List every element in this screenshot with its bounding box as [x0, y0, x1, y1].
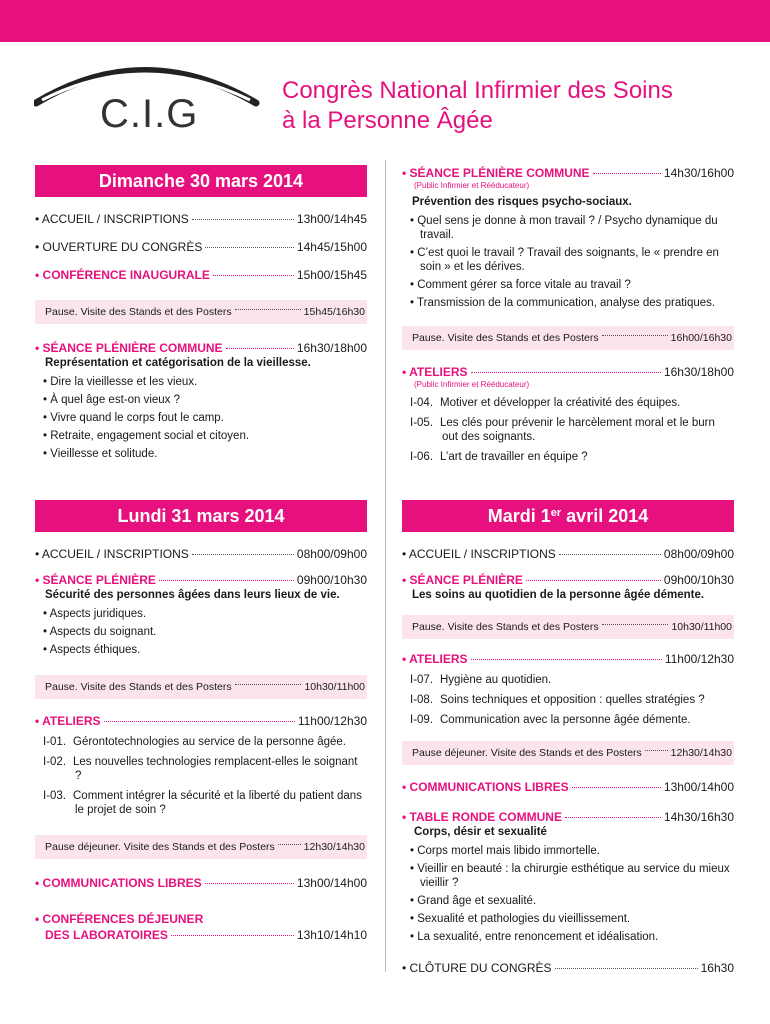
monday-section — [35, 500, 367, 943]
atelier-code: I-08. — [410, 694, 434, 706]
list-item: • Sexualité et pathologies du vieillissement. — [402, 912, 734, 926]
sunday-ouverture: • OUVERTURE DU CONGRÈS 14h45/15h00 — [35, 240, 367, 254]
list-item: • Aspects juridiques. — [35, 607, 367, 621]
list-item: • Comment gérer sa force vitale au travail ? — [402, 278, 734, 292]
atelier-code: I-03. — [43, 790, 67, 802]
sunday-ateliers: • ATELIERS 16h30/18h00 — [402, 365, 734, 379]
atelier-code: I-04. — [410, 397, 434, 409]
sunday-header: Dimanche 30 mars 2014 — [35, 165, 367, 197]
sunday-pleniere-2: • SÉANCE PLÉNIÈRE COMMUNE 14h30/16h00 — [402, 166, 734, 180]
atelier-item — [402, 416, 734, 444]
atelier-text: Gérontotechnologies au service de la personne âgée. — [73, 736, 346, 748]
list-item: • Vieillesse et solitude. — [35, 447, 367, 461]
tuesday-section — [402, 500, 734, 976]
list-item: • À quel âge est-on vieux ? — [35, 393, 367, 407]
sunday-pleniere-list — [35, 375, 367, 461]
title-line-2: à la Personne Âgée — [282, 107, 493, 134]
tuesday-table-ronde: • TABLE RONDE COMMUNE 14h30/16h30 — [402, 810, 734, 824]
list-item: • Aspects éthiques. — [35, 643, 367, 657]
atelier-item — [402, 396, 734, 410]
atelier-code: I-06. — [410, 451, 434, 463]
list-item: • Vivre quand le corps fout le camp. — [35, 411, 367, 425]
sunday-ateliers-public: (Public Infirmier et Rééducateur) — [414, 380, 530, 389]
tuesday-header: Mardi 1 $^{er}$ avril 2014 — [402, 500, 734, 532]
atelier-text: Motiver et développer la créativité des équipes. — [440, 397, 681, 409]
list-item: • Grand âge et sexualité. — [402, 894, 734, 908]
tuesday-ateliers: • ATELIERS 11h00/12h30 — [402, 652, 734, 666]
monday-communications: • COMMUNICATIONS LIBRES 13h00/14h00 — [35, 876, 367, 890]
sunday-continued-section — [402, 165, 734, 464]
tuesday-cloture: • CLÔTURE DU CONGRÈS 16h30 — [402, 961, 734, 975]
list-item: • Aspects du soignant. — [35, 625, 367, 639]
atelier-item — [35, 755, 367, 783]
sunday-pleniere-2-list — [402, 214, 734, 310]
tuesday-ateliers-list — [402, 673, 734, 727]
atelier-text: Les nouvelles technologies remplacent-elles le soignant ? — [73, 756, 358, 782]
atelier-text: L’art de travailler en équipe ? — [440, 451, 588, 463]
monday-pleniere-heading: Sécurité des personnes âgées dans leurs lieux de vie. — [45, 589, 340, 601]
sunday-section — [35, 165, 367, 461]
column-divider — [385, 160, 386, 972]
atelier-code: I-01. — [43, 736, 67, 748]
atelier-text: Les clés pour prévenir le harcèlement moral et le burn out des soignants. — [440, 417, 715, 443]
tuesday-pleniere-heading: Les soins au quotidien de la personne âgée démente. — [412, 589, 705, 601]
sunday-pleniere: • SÉANCE PLÉNIÈRE COMMUNE 16h30/18h00 — [35, 341, 367, 355]
monday-pause-dejeuner: Pause déjeuner. Visite des Stands et des Posters 12h30/14h30 — [35, 835, 367, 859]
monday-pleniere: • SÉANCE PLÉNIÈRE 09h00/10h30 — [35, 573, 367, 587]
logo-text: C.I.G — [100, 92, 199, 136]
page-title — [282, 76, 673, 136]
tuesday-communications: • COMMUNICATIONS LIBRES 13h00/14h00 — [402, 780, 734, 794]
tuesday-accueil: • ACCUEIL / INSCRIPTIONS 08h00/09h00 — [402, 547, 734, 561]
list-item: • C’est quoi le travail ? Travail des soignants, le « prendre en soin » et les dérives. — [402, 246, 734, 274]
monday-pleniere-list — [35, 607, 367, 657]
tuesday-pleniere: • SÉANCE PLÉNIÈRE 09h00/10h30 — [402, 573, 734, 587]
atelier-item — [35, 789, 367, 817]
atelier-text: Hygiène au quotidien. — [440, 674, 552, 686]
atelier-item — [402, 713, 734, 727]
atelier-text: Comment intégrer la sécurité et la liberté du patient dans le projet de soin ? — [73, 790, 362, 816]
monday-accueil: • ACCUEIL / INSCRIPTIONS 08h00/09h00 — [35, 547, 367, 561]
list-item: • Transmission de la communication, analyse des pratiques. — [402, 296, 734, 310]
sunday-pleniere-heading: Représentation et catégorisation de la vieillesse. — [45, 357, 311, 369]
sunday-pleniere-2-heading: Prévention des risques psycho-sociaux. — [412, 196, 632, 208]
tuesday-table-list — [402, 844, 734, 944]
monday-conferences-dejeuner: DES LABORATOIRES 13h10/14h10 — [45, 928, 367, 942]
title-line-1: Congrès National Infirmier des Soins — [282, 77, 673, 104]
atelier-text: Soins techniques et opposition : quelles stratégies ? — [440, 694, 705, 706]
atelier-code: I-02. — [43, 756, 67, 768]
monday-pause: Pause. Visite des Stands et des Posters 10h30/11h00 — [35, 675, 367, 699]
sunday-accueil: • ACCUEIL / INSCRIPTIONS 13h00/14h45 — [35, 212, 367, 226]
list-item: • Retraite, engagement social et citoyen. — [35, 429, 367, 443]
tuesday-table-heading: Corps, désir et sexualité — [414, 826, 547, 838]
tuesday-pause-dejeuner: Pause déjeuner. Visite des Stands et des Posters 12h30/14h30 — [402, 741, 734, 765]
sunday-pause: Pause. Visite des Stands et des Posters 15h45/16h30 — [35, 300, 367, 324]
list-item: • Corps mortel mais libido immortelle. — [402, 844, 734, 858]
atelier-item — [402, 450, 734, 464]
sunday-pause-2: Pause. Visite des Stands et des Posters 16h00/16h30 — [402, 326, 734, 350]
sunday-conference: • CONFÉRENCE INAUGURALE 15h00/15h45 — [35, 268, 367, 282]
tuesday-pause: Pause. Visite des Stands et des Posters 10h30/11h00 — [402, 615, 734, 639]
monday-ateliers-list — [35, 735, 367, 817]
atelier-code: I-05. — [410, 417, 434, 429]
atelier-code: I-09. — [410, 714, 434, 726]
list-item: • Quel sens je donne à mon travail ? / Psycho dynamique du travail. — [402, 214, 734, 242]
list-item: • La sexualité, entre renoncement et idéalisation. — [402, 930, 734, 944]
atelier-item — [402, 673, 734, 687]
list-item: • Dire la vieillesse et les vieux. — [35, 375, 367, 389]
monday-header: Lundi 31 mars 2014 — [35, 500, 367, 532]
sunday-pleniere-2-public: (Public Infirmier et Rééducateur) — [414, 181, 530, 190]
monday-ateliers: • ATELIERS 11h00/12h30 — [35, 714, 367, 728]
atelier-code: I-07. — [410, 674, 434, 686]
list-item: • Vieillir en beauté : la chirurgie esthétique au service du mieux vieillir ? — [402, 862, 734, 890]
atelier-item — [402, 693, 734, 707]
monday-conferences-dejeuner-line1: • CONFÉRENCES DÉJEUNER — [35, 912, 204, 926]
atelier-text: Communication avec la personne âgée démente. — [440, 714, 691, 726]
atelier-item — [35, 735, 367, 749]
sunday-ateliers-list — [402, 396, 734, 464]
top-color-bar — [0, 0, 770, 42]
